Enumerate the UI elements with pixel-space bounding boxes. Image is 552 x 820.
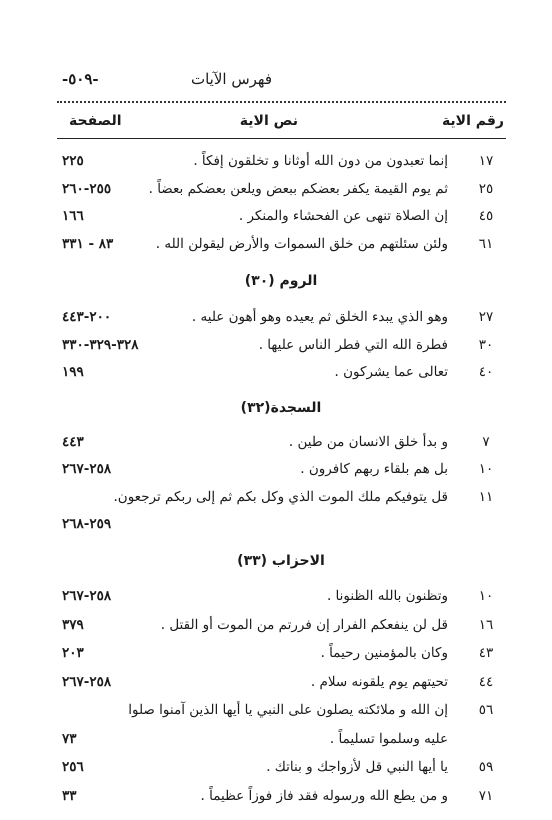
verse-pages: ٣٧٩	[62, 616, 84, 633]
verse-pages: ٢٥٨-٢٦٧	[62, 588, 112, 604]
verse-row	[62, 176, 500, 204]
verse-pages: ٢٠٠-٤٤٣	[62, 309, 112, 325]
verse-text: فطرة الله التي فطر الناس عليها .	[258, 336, 448, 353]
verse-number: ٤٣	[478, 645, 494, 661]
verse-pages: ٤٤٣	[62, 433, 84, 450]
verse-number: ١٠	[478, 461, 494, 477]
verse-pages: ٣٣	[62, 787, 77, 804]
verse-text: عليه وسلموا تسليماً .	[329, 730, 448, 747]
header-divider	[57, 138, 506, 139]
verse-number: ٣٠	[478, 336, 494, 353]
verse-number: ٥٦	[478, 702, 494, 718]
running-header	[62, 70, 500, 96]
verse-number: ١٦	[478, 616, 494, 633]
verse-row	[62, 429, 500, 457]
verse-row	[62, 583, 500, 612]
surah-heading-sajda: السجدة(٣٢)	[240, 399, 322, 416]
verse-text: يا أيها النبي قل لأزواجك و بناتك .	[266, 759, 448, 775]
verse-pages: ٢٢٥	[62, 153, 84, 169]
verse-text: تعالى عما يشركون .	[334, 364, 448, 380]
running-title: فهرس الآيات	[190, 70, 272, 88]
verse-number: ١١	[478, 488, 494, 505]
verse-pages: ٧٣	[62, 730, 77, 747]
verse-row	[62, 148, 500, 176]
verse-text: ثم يوم القيمة يكفر بعضكم ببعض ويلعن بعضكم بعضاً .	[148, 180, 448, 197]
verse-pages: ٢٥٩-٢٦٨	[62, 516, 112, 532]
verse-row-continuation	[62, 726, 500, 755]
verse-text: قل لن ينفعكم الفرار إن فررتم من الموت أو القتل .	[160, 616, 448, 633]
verse-number: ٤٠	[478, 364, 494, 380]
verse-text: إن الله و ملائكته يصلون على النبي يا أيها الذين آمنوا صلوا	[128, 702, 448, 718]
column-header-page: الصفحة	[69, 113, 122, 129]
verse-pages: ٢٥٨-٢٦٧	[62, 461, 112, 477]
surah-heading-rum: الروم (٣٠)	[244, 273, 318, 289]
verse-text: ولئن سئلتهم من خلق السموات والأرض ليقولن الله .	[155, 235, 448, 252]
verse-number: ٧١	[478, 787, 494, 804]
column-headers	[57, 113, 504, 135]
verse-text: قل يتوفيكم ملك الموت الذي وكل بكم ثم إلى ربكم ترجعون.	[113, 488, 448, 505]
verse-pages: ٣٢٨-٣٢٩-٣٣٠	[62, 336, 139, 353]
verse-row	[62, 231, 500, 259]
verse-row	[62, 783, 500, 812]
surah-heading-ahzab: الاحزاب (٣٣)	[237, 553, 325, 569]
verse-row	[62, 669, 500, 698]
verse-pages: ١٦٦	[62, 208, 84, 224]
verse-text: بل هم بلقاء ربهم كافرون .	[300, 461, 448, 477]
verse-row	[62, 697, 500, 726]
verse-pages: ٢٥٨-٢٦٧	[62, 673, 112, 690]
verse-number: ٤٤	[478, 673, 494, 690]
verse-text: و من يطع الله ورسوله فقد فاز فوزاً عظيماً .	[200, 787, 448, 804]
verse-number: ٦١	[478, 235, 494, 252]
verse-row	[62, 640, 500, 669]
verse-row	[62, 203, 500, 231]
verse-text: وتظنون بالله الظنونا .	[326, 588, 448, 604]
column-header-verse-text: نص الاية	[239, 113, 298, 129]
column-header-verse-number: رقم الاية	[441, 113, 504, 129]
verse-row	[62, 456, 500, 484]
index-body	[62, 148, 500, 811]
verse-row	[62, 332, 500, 360]
verse-text: إنما تعبدون من دون الله أوثانا و تخلقون إفكاً .	[193, 153, 448, 169]
verse-row	[62, 304, 500, 332]
verse-number: ٥٩	[478, 759, 494, 775]
verse-number: ١٠	[478, 588, 494, 604]
verse-pages: ٨٣ - ٣٣١	[62, 235, 114, 252]
verse-row	[62, 484, 500, 512]
verse-text: وكان بالمؤمنين رحيماً .	[320, 645, 448, 661]
verse-pages: ٢٥٥-٢٦٠	[62, 180, 112, 197]
verse-number: ٧	[482, 433, 490, 450]
verse-row	[62, 359, 500, 387]
verse-text: وهو الذي يبدء الخلق ثم يعيده وهو أهون عليه .	[191, 309, 448, 325]
verse-pages: ١٩٩	[62, 364, 84, 380]
verse-text: إن الصلاة تنهى عن الفحشاء والمنكر .	[238, 208, 448, 224]
verse-pages: ٢٠٣	[62, 645, 84, 661]
verse-number: ١٧	[478, 153, 494, 169]
verse-pages: ٢٥٦	[62, 759, 84, 775]
verse-number: ٢٥	[478, 180, 494, 197]
verse-text: و بدأ خلق الانسان من طين .	[288, 433, 448, 450]
dotted-divider	[57, 101, 506, 103]
verse-number: ٢٧	[478, 309, 494, 325]
verse-row	[62, 754, 500, 783]
verse-number: ٤٥	[478, 208, 494, 224]
verse-row	[62, 612, 500, 641]
verse-text: تحيتهم يوم يلقونه سلام .	[310, 673, 448, 690]
verse-row-continuation	[62, 511, 500, 539]
page-number: -٥٠٩-	[62, 70, 99, 88]
